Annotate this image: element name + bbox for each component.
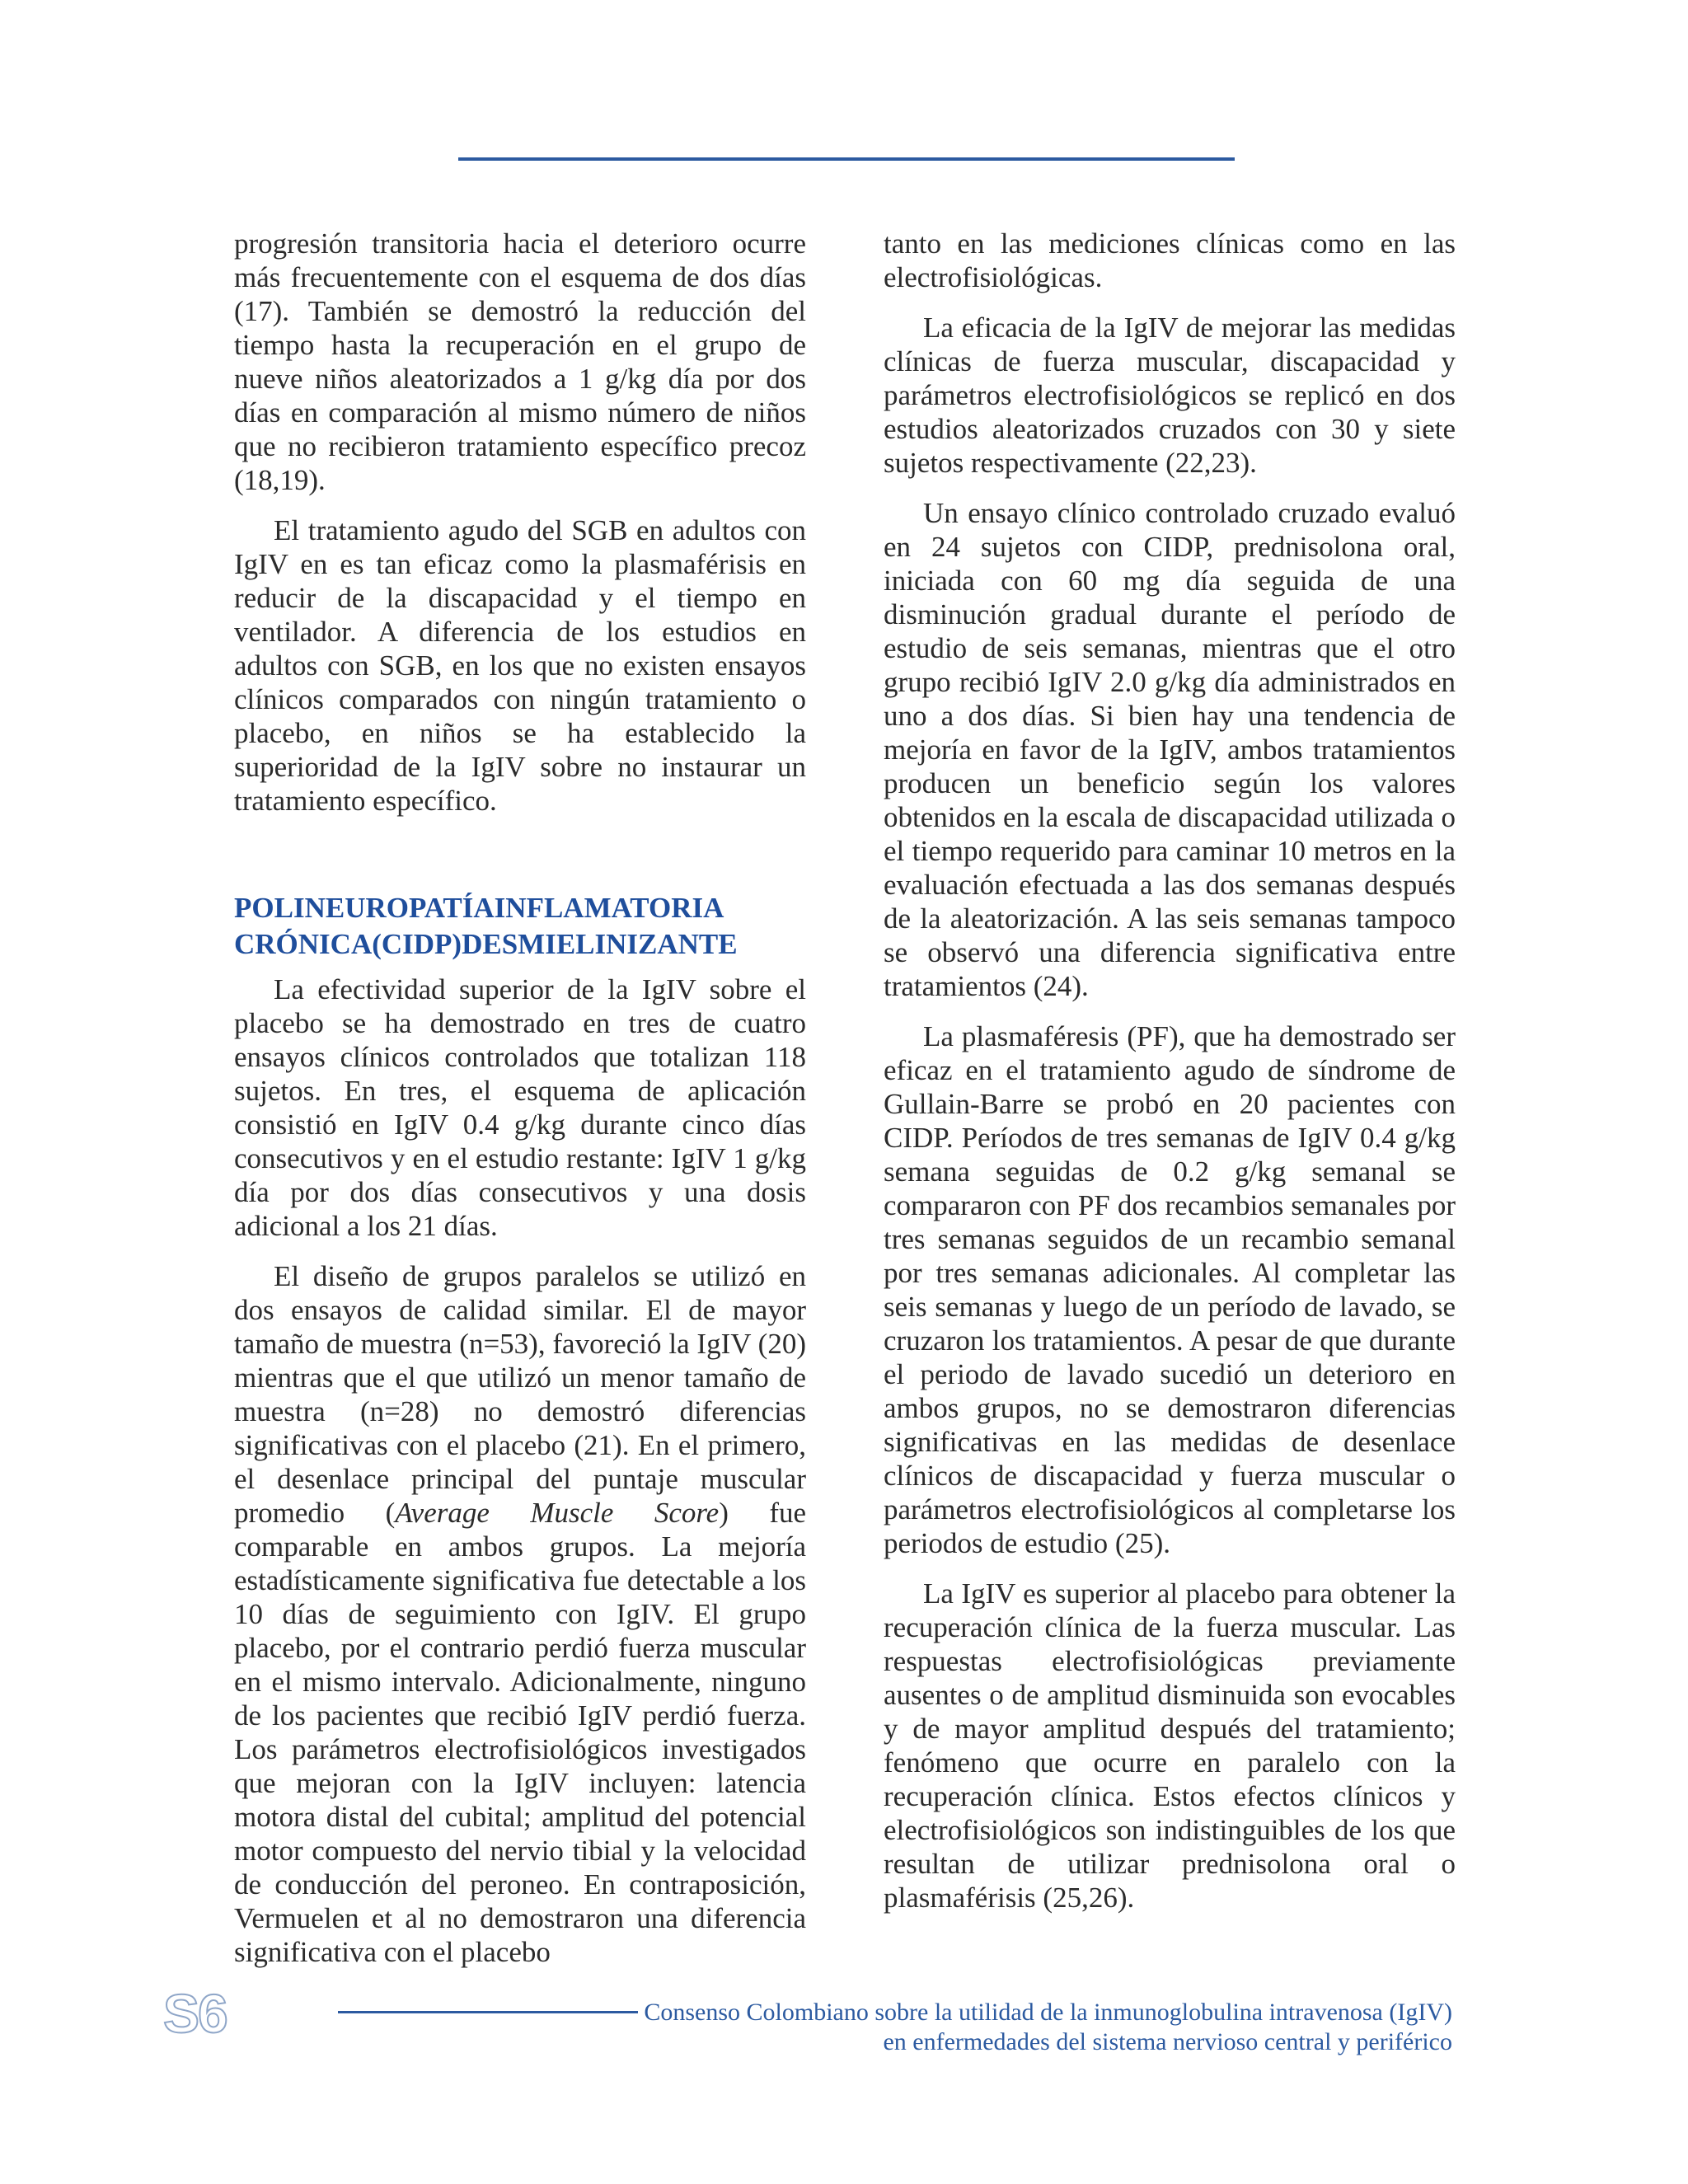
paragraph <box>234 1259 806 1969</box>
footer-journal-title <box>644 1998 1452 2057</box>
paragraph: La plasmaféresis (PF), que ha demostrado ser eficaz en el tratamiento agudo de síndrome de Gullain-Barre se probó en 20 pacientes con CIDP. Períodos de tres semanas de IgIV 0.4 g/kg semana seguidas de 0.2 g/kg semanal se compararon con PF dos recambios semanales por tres semanas seguidos de un recambio semanal por tres semanas adicionales. Al completar las seis semanas y luego de un período de lavado, se cruzaron los tratamientos. A pesar de que durante el periodo de lavado sucedió un deterioro en ambos grupos, no se demostraron diferencias significativas en las medidas de desenlace clínicos de discapacidad y fuerza muscular o parámetros electrofisiológicos al completarse los periodos de estudio (25). <box>884 1020 1456 1559</box>
footer-rule <box>338 2011 638 2013</box>
page-number: S6 <box>163 1983 227 2044</box>
paragraph: tanto en las mediciones clínicas como en las electrofisiológicas. <box>884 227 1456 293</box>
italic-term: Average Muscle Score <box>395 1497 720 1529</box>
section-heading-line: POLINEUROPATÍAINFLAMATORIA <box>234 892 724 924</box>
paragraph: Un ensayo clínico controlado cruzado evaluó en 24 sujetos con CIDP, prednisolona oral, iniciada con 60 mg día seguida de una disminución gradual durante el período de estudio de seis semanas, mientras que el otro grupo recibió IgIV 2.0 g/kg día administrados en uno a dos días. Si bien hay una tendencia de mejoría en favor de la IgIV, ambos tratamientos producen un beneficio según los valores obtenidos en la escala de discapacidad utilizada o el tiempo requerido para caminar 10 metros en la evaluación efectuada a las dos semanas después de la aleatorización. A las seis semanas tampoco se observó una diferencia significativa entre tratamientos (24). <box>884 497 1456 1002</box>
footer-line: en enfermedades del sistema nervioso central y periférico <box>883 2028 1452 2055</box>
section-heading <box>234 890 806 963</box>
section-heading-line: CRÓNICA(CIDP)DESMIELINIZANTE <box>234 928 738 960</box>
paragraph: La eficacia de la IgIV de mejorar las medidas clínicas de fuerza muscular, discapacidad y parámetros electrofisiológicos se replicó en dos estudios aleatorizados cruzados con 30 y siete sujetos respectivamente (22,23). <box>884 312 1456 479</box>
left-column <box>234 227 806 1985</box>
paragraph: La IgIV es superior al placebo para obtener la recuperación clínica de la fuerza muscular. Las respuestas electrofisiológicas previamente ausentes o de amplitud disminuida son evocables y de mayor amplitud después del tratamiento; fenómeno que ocurre en paralelo con la recuperación clínica. Estos efectos clínicos y electrofisiológicos son indistinguibles de los que resultan de utilizar prednisolona oral o plasmaférisis (25,26). <box>884 1577 1456 1914</box>
paragraph: El tratamiento agudo del SGB en adultos con IgIV en es tan eficaz como la plasmaférisis en reducir de la discapacidad y el tiempo en ventilador. A diferencia de los estudios en adultos con SGB, en los que no existen ensayos clínicos comparados con ningún tratamiento o placebo, en niños se ha establecido la superioridad de la IgIV sobre no instaurar un tratamiento específico. <box>234 514 806 817</box>
header-rule <box>458 157 1235 161</box>
paragraph: progresión transitoria hacia el deterioro ocurre más frecuentemente con el esquema de dos días (17). También se demostró la reducción del tiempo hasta la recuperación en el grupo de nueve niños aleatorizados a 1 g/kg día por dos días en comparación al mismo número de niños que no recibieron tratamiento específico precoz (18,19). <box>234 227 806 496</box>
right-column <box>884 227 1456 1931</box>
paragraph-text: ) fue comparable en ambos grupos. La mejoría estadísticamente significativa fue detectable a los 10 días de seguimiento con IgIV. El grupo placebo, por el contrario perdió fuerza muscular en el mismo intervalo. Adicionalmente, ninguno de los pacientes que recibió IgIV perdió fuerza. Los parámetros electrofisiológicos investigados que mejoran con la IgIV incluyen: latencia motora distal del cubital; amplitud del potencial motor compuesto del nervio tibial y la velocidad de conducción del peroneo. En contraposición, Vermuelen et al no demostraron una diferencia significativa con el placebo <box>234 1497 807 1968</box>
footer-line: Consenso Colombiano sobre la utilidad de la inmunoglobulina intravenosa (IgIV) <box>644 1999 1452 2026</box>
paragraph: La efectividad superior de la IgIV sobre el placebo se ha demostrado en tres de cuatro ensayos clínicos controlados que totalizan 118 sujetos. En tres, el esquema de aplicación consistió en IgIV 0.4 g/kg durante cinco días consecutivos y en el estudio restante: IgIV 1 g/kg día por dos días consecutivos y una dosis adicional a los 21 días. <box>234 973 806 1242</box>
paragraph-text: El diseño de grupos paralelos se utilizó en dos ensayos de calidad similar. El de mayor tamaño de muestra (n=53), favoreció la IgIV (20) mientras que el que utilizó un menor tamaño de muestra (n=28) no demostró diferencias significativas con el placebo (21). En el primero, el desenlace principal del puntaje muscular promedio ( <box>234 1260 806 1529</box>
